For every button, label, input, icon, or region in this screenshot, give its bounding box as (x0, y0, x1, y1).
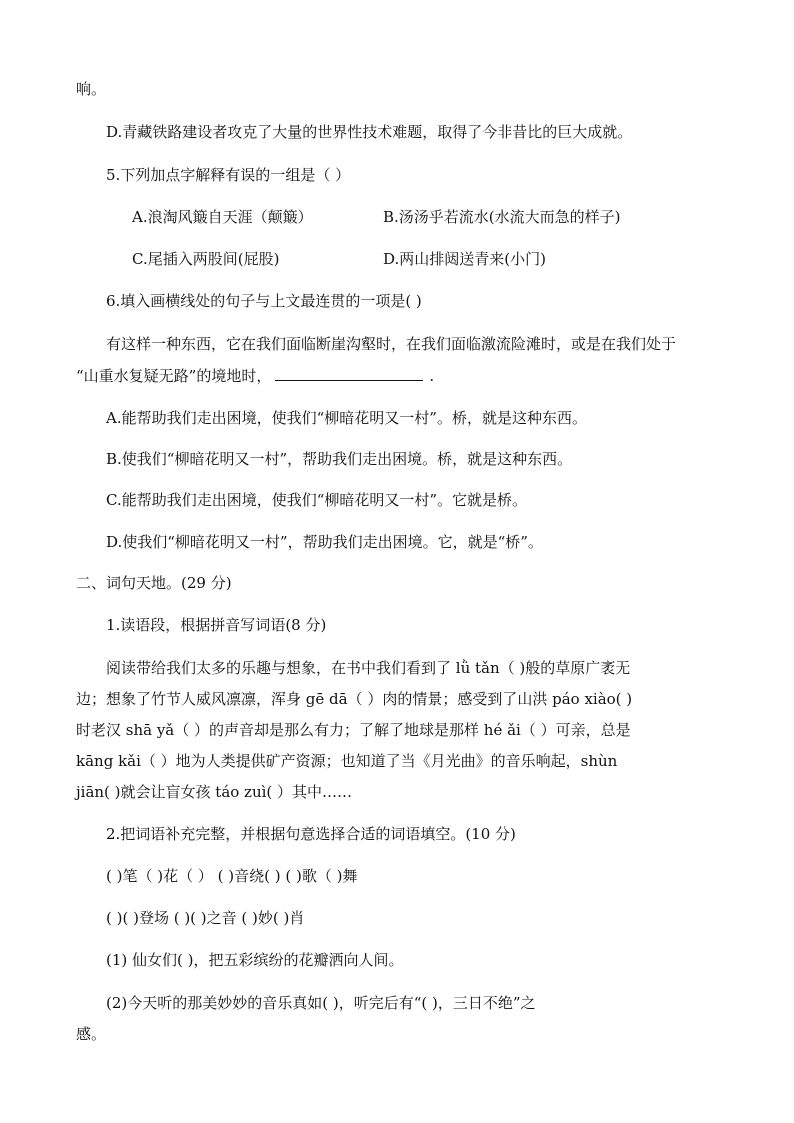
sec2-q1-line4: kāng kǎi（ ）地为人类提供矿产资源；也知道了当《月光曲》的音乐响起，shùn (76, 752, 618, 770)
sec2-q1-line2: 边；想象了竹节人威风凛凛，浑身 gē dā（ ）肉的情景；感受到了山洪 páo xiào( ) (76, 690, 633, 708)
q6-option-a: A.能帮助我们走出困境，使我们“柳暗花明又一村”。桥，就是这种东西。 (106, 409, 587, 427)
q5-option-b: B.汤汤乎若流水(水流大而急的样子) (383, 208, 621, 226)
answer-blank (275, 366, 423, 381)
section-2-title: 二、词句天地。(29 分) (76, 574, 232, 592)
q6-option-b: B.使我们“柳暗花明又一村”，帮助我们走出困境。桥，就是这种东西。 (106, 450, 573, 468)
q6-passage-line1: 有这样一种东西，它在我们面临断崖沟壑时，在我们面临激流险滩时，或是在我们处于 (106, 335, 677, 353)
q6-stem: 6.填入画横线处的句子与上文最连贯的一项是( ) (106, 292, 422, 310)
sec2-q2-sentence1: (1) 仙女们( )，把五彩缤纷的花瓣洒向人间。 (106, 951, 404, 969)
sec2-q2-sentence2: (2)今天听的那美妙妙的音乐真如( )，听完后有“( )，三日不绝”之 (106, 994, 536, 1012)
sec2-q1-line1: 阅读带给我们太多的乐趣与想象，在书中我们看到了 lǜ tǎn（ )般的草原广袤无 (106, 659, 631, 677)
q5-option-d: D.两山排闼送青来(小门) (383, 250, 546, 268)
paragraph-tail: 响。 (76, 80, 107, 98)
q5-option-a: A.浪淘风簸自天涯（颠簸） (132, 208, 313, 226)
sec2-q1-stem: 1.读语段，根据拼音写词语(8 分) (106, 616, 327, 634)
q6-option-d: D.使我们“柳暗花明又一村”，帮助我们走出困境。它，就是“桥”。 (106, 533, 543, 551)
q6-passage-text: “山重水复疑无路”的境地时， (76, 367, 272, 385)
sec2-q2-row1: ( )笔（ )花（ ） ( )音绕( ) ( )歌（ )舞 (106, 867, 358, 885)
sec2-q2-sentence2-end: 感。 (76, 1025, 107, 1043)
q6-passage-end: . (429, 367, 435, 385)
sec2-q2-row2: ( )( )登场 ( )( )之音 ( )妙( )肖 (106, 909, 305, 927)
sec2-q2-stem: 2.把词语补充完整，并根据句意选择合适的词语填空。(10 分) (106, 825, 516, 843)
sec2-q1-line3: 时老汉 shā yǎ（ ）的声音却是那么有力；了解了地球是那样 hé ǎi（ ）可亲，总是 (76, 721, 631, 739)
q6-option-c: C.能帮助我们走出困境，使我们“柳暗花明又一村”。它就是桥。 (106, 491, 528, 509)
q5-stem: 5.下列加点字解释有误的一组是（ ） (106, 166, 351, 184)
q4-option-d: D.青藏铁路建设者攻克了大量的世界性技术难题，取得了今非昔比的巨大成就。 (106, 123, 633, 141)
sec2-q1-line5: jiān( )就会让盲女孩 táo zuì( ）其中…… (76, 783, 353, 801)
q6-passage-line2 (76, 365, 434, 387)
q5-option-c: C.尾插入两股间(屁股) (132, 250, 280, 268)
